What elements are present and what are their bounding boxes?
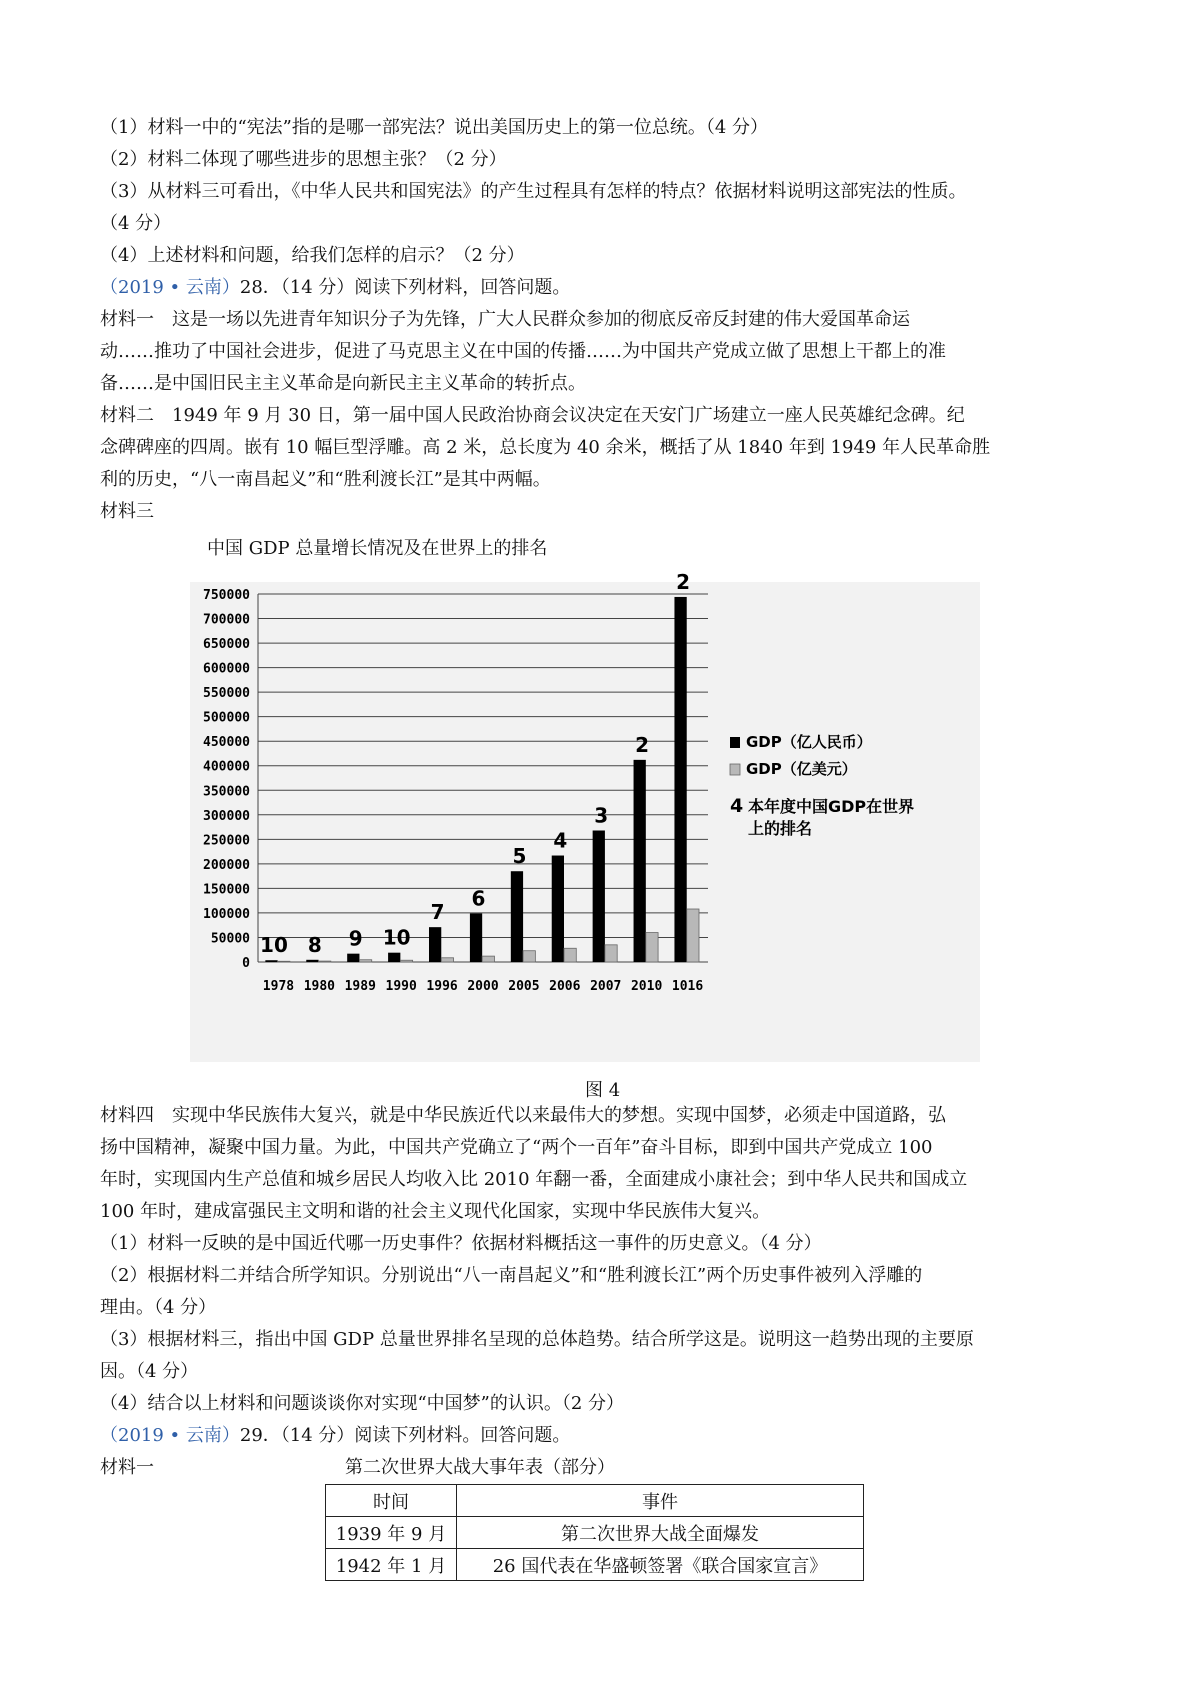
q29-material-1-label: 材料一 <box>100 1457 154 1478</box>
rank-label: 7 <box>430 900 445 925</box>
gdp-chart <box>190 569 980 1062</box>
material-line: 材料二 1949 年 9 月 30 日，第一届中国人民政治协商会议决定在天安门广场建立一座人民英雄纪念碑。纪 <box>100 405 965 426</box>
figure-caption: 图 4 <box>585 1080 621 1101</box>
bar-usd <box>482 956 494 962</box>
bar-usd <box>605 945 617 962</box>
table-cell-time: 1942 年 1 月 <box>326 1549 457 1581</box>
material-line: 动……推功了中国社会进步，促进了马克思主义在中国的传播……为中国共产党成立做了思想上干都上的准 <box>100 341 946 362</box>
x-tick-label: 1996 <box>426 979 458 994</box>
x-tick-label: 1978 <box>262 979 295 994</box>
y-tick-label: 600000 <box>203 661 250 677</box>
question-line: 因。（4 分） <box>100 1361 199 1382</box>
q28-material-1 <box>100 304 1100 400</box>
rank-legend-number: 4 <box>730 795 744 817</box>
document-page <box>100 112 1100 528</box>
table-header-row <box>326 1485 864 1517</box>
rank-label: 4 <box>553 828 568 853</box>
rank-label: 10 <box>260 933 288 958</box>
y-tick-label: 700000 <box>203 612 250 628</box>
bar-usd <box>319 961 331 962</box>
q28-material-4 <box>100 1100 1100 1228</box>
y-tick-label: 50000 <box>210 931 250 947</box>
y-tick-label: 200000 <box>203 857 250 873</box>
rank-label: 3 <box>594 803 609 828</box>
y-tick-label: 750000 <box>203 588 250 603</box>
bar-usd <box>400 960 412 962</box>
gdp-chart-svg <box>190 569 980 1062</box>
material-line: 扬中国精神，凝聚中国力量。为此，中国共产党确立了“两个一百年”奋斗目标，即到中国共产党成立 100 <box>100 1137 933 1158</box>
bar-rmb <box>429 927 441 962</box>
bar-rmb <box>265 960 277 962</box>
bar-usd <box>359 960 371 962</box>
table-cell-event: 26 国代表在华盛顿签署《联合国家宣言》 <box>457 1549 864 1581</box>
y-tick-label: 650000 <box>203 637 250 653</box>
legend-label-rmb: GDP（亿人民币） <box>746 733 872 751</box>
bar-rmb <box>593 831 605 962</box>
q29-material-1-row <box>100 1452 1100 1484</box>
table-cell-event: 第二次世界大战全面爆发 <box>457 1517 864 1549</box>
y-tick-label: 500000 <box>203 710 250 726</box>
bar-usd <box>646 933 658 962</box>
bar-usd <box>278 961 290 962</box>
q29-header-text: 29．（14 分）阅读下列材料。回答问题。 <box>239 1425 571 1446</box>
document-page-lower <box>100 1100 1100 1484</box>
bar-rmb <box>306 960 318 962</box>
x-tick-label: 1016 <box>671 979 704 994</box>
y-tick-label: 450000 <box>203 735 250 751</box>
q28-header <box>100 272 1100 304</box>
rank-label: 8 <box>307 932 322 957</box>
question-line: （1）材料一中的“宪法”指的是哪一部宪法？说出美国历史上的第一位总统。（4 分） <box>100 117 769 138</box>
rank-legend-text: 本年度中国GDP在世界上的排名 <box>748 797 915 838</box>
y-tick-label: 550000 <box>203 686 250 702</box>
bar-rmb <box>470 913 482 962</box>
table-header-event: 事件 <box>457 1485 864 1517</box>
material-line: 备……是中国旧民主主义革命是向新民主主义革命的转折点。 <box>100 373 586 394</box>
q28-material-2 <box>100 400 1100 496</box>
legend-label-usd: GDP（亿美元） <box>746 760 857 778</box>
table-header-time: 时间 <box>326 1485 457 1517</box>
top-questions <box>100 112 1100 272</box>
legend-swatch-usd <box>730 764 740 775</box>
q29-source: （2019 • 云南） <box>100 1425 240 1446</box>
x-tick-label: 1990 <box>385 979 417 994</box>
question-line: （3）根据材料三，指出中国 GDP 总量世界排名呈现的总体趋势。结合所学这是。说明这一趋势出现的主要原 <box>100 1329 974 1350</box>
material-line: 100 年时，建成富强民主文明和谐的社会主义现代化国家，实现中华民族伟大复兴。 <box>100 1201 771 1222</box>
question-line: （4）上述材料和问题，给我们怎样的启示？（2 分） <box>100 245 525 266</box>
bar-usd <box>441 958 453 962</box>
table-row <box>326 1517 864 1549</box>
q28-header-text: 28．（14 分）阅读下列材料，回答问题。 <box>239 277 571 298</box>
rank-label: 2 <box>676 569 691 594</box>
chart-title: 中国 GDP 总量增长情况及在世界上的排名 <box>207 538 548 559</box>
bar-rmb <box>388 953 400 962</box>
q28-questions <box>100 1228 1100 1420</box>
q29-header <box>100 1420 1100 1452</box>
material-line: 材料一 这是一场以先进青年知识分子为先锋，广大人民群众参加的彻底反帝反封建的伟大爱国革命运 <box>100 309 910 330</box>
y-tick-label: 250000 <box>203 833 250 849</box>
y-tick-label: 150000 <box>203 882 250 898</box>
rank-label: 10 <box>382 925 411 950</box>
y-tick-label: 300000 <box>203 808 250 824</box>
bar-usd <box>564 948 576 962</box>
material-line: 念碑碑座的四周。嵌有 10 幅巨型浮雕。高 2 米，总长度为 40 余米，概括了从 1840 年到 1949 年人民革命胜 <box>100 437 991 458</box>
x-tick-label: 2010 <box>630 979 663 994</box>
bar-rmb <box>674 597 686 962</box>
bar-rmb <box>511 871 523 962</box>
rank-label: 5 <box>512 844 527 869</box>
bar-rmb <box>552 856 564 962</box>
question-line: （3）从材料三可看出，《中华人民共和国宪法》的产生过程具有怎样的特点？依据材料说明这部宪法的性质。 <box>100 181 967 202</box>
material-line: 利的历史，“八一南昌起义”和“胜利渡长江”是其中两幅。 <box>100 469 551 490</box>
y-tick-label: 400000 <box>203 759 250 775</box>
q28-source: （2019 • 云南） <box>100 277 240 298</box>
y-tick-label: 350000 <box>203 784 250 800</box>
question-line: 理由。（4 分） <box>100 1297 217 1318</box>
question-line: （1）材料一反映的是中国近代哪一历史事件？依据材料概括这一事件的历史意义。（4 分） <box>100 1233 822 1254</box>
rank-label: 2 <box>635 732 650 757</box>
bar-usd <box>523 951 535 962</box>
x-tick-label: 1989 <box>344 979 376 994</box>
y-tick-label: 100000 <box>203 906 250 922</box>
x-tick-label: 2006 <box>549 979 581 994</box>
bar-rmb <box>347 954 359 962</box>
question-line: （4 分） <box>100 213 172 234</box>
rank-label: 6 <box>471 886 486 911</box>
x-tick-label: 2007 <box>590 979 622 994</box>
q29-table-title: 第二次世界大战大事年表（部分） <box>345 1457 615 1478</box>
table-row <box>326 1549 864 1581</box>
bar-usd <box>687 909 699 962</box>
y-tick-label: 0 <box>242 956 250 971</box>
x-tick-label: 2005 <box>508 979 540 994</box>
question-line: （4）结合以上材料和问题谈谈你对实现“中国梦”的认识。（2 分） <box>100 1393 625 1414</box>
x-tick-label: 2000 <box>467 979 499 994</box>
table-cell-time: 1939 年 9 月 <box>326 1517 457 1549</box>
question-line: （2）材料二体现了哪些进步的思想主张？（2 分） <box>100 149 507 170</box>
question-line: （2）根据材料二并结合所学知识。分别说出“八一南昌起义”和“胜利渡长江”两个历史事件被列入浮雕的 <box>100 1265 923 1286</box>
rank-label: 9 <box>348 926 363 951</box>
bar-rmb <box>634 760 646 962</box>
material-line: 年时，实现国内生产总值和城乡居民人均收入比 2010 年翻一番，全面建成小康社会；到中华人民共和国成立 <box>100 1169 968 1190</box>
legend-swatch-rmb <box>730 737 740 748</box>
q28-material-3-label: 材料三 <box>100 501 154 522</box>
x-tick-label: 1980 <box>303 979 336 994</box>
events-table <box>325 1484 864 1581</box>
material-line: 材料四 实现中华民族伟大复兴，就是中华民族近代以来最伟大的梦想。实现中国梦，必须走中国道路，弘 <box>100 1105 946 1126</box>
